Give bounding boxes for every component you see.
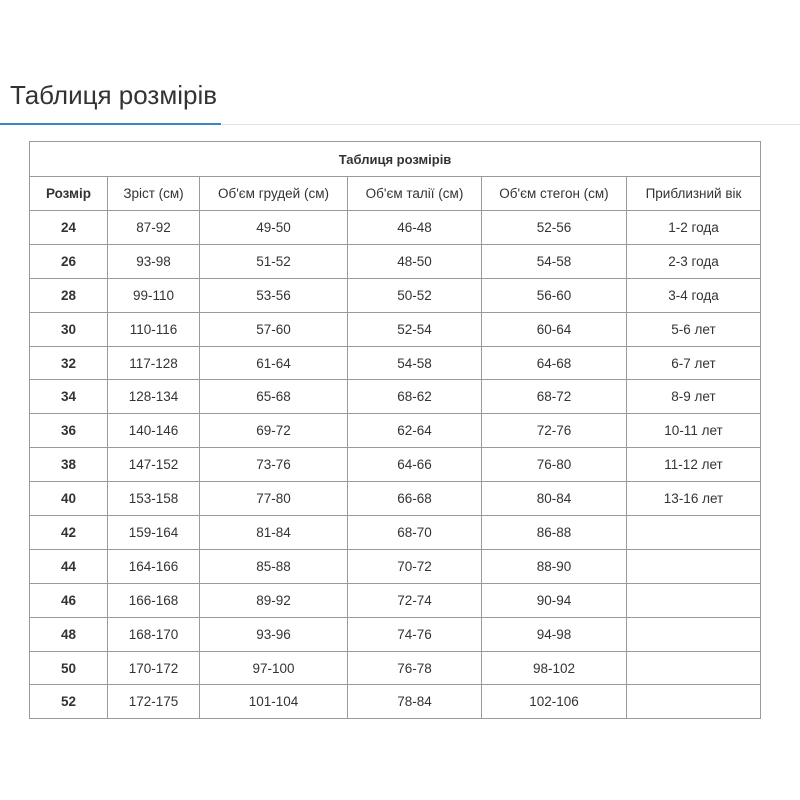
- table-row: [30, 211, 761, 245]
- cell-hips: 56-60: [482, 278, 627, 312]
- cell-waist: 64-66: [348, 448, 482, 482]
- cell-size: 24: [30, 211, 108, 245]
- cell-age: 13-16 лет: [627, 482, 761, 516]
- cell-hips: 102-106: [482, 685, 627, 719]
- cell-size: 40: [30, 482, 108, 516]
- cell-height: 164-166: [108, 549, 200, 583]
- column-header-height: Зріст (см): [108, 177, 200, 211]
- column-header-hips: Об'єм стегон (см): [482, 177, 627, 211]
- cell-chest: 73-76: [200, 448, 348, 482]
- cell-age: 5-6 лет: [627, 312, 761, 346]
- cell-height: 93-98: [108, 244, 200, 278]
- page-title: Таблиця розмірів: [10, 80, 218, 110]
- cell-waist: 46-48: [348, 211, 482, 245]
- cell-size: 42: [30, 516, 108, 550]
- cell-age: [627, 516, 761, 550]
- table-row: [30, 685, 761, 719]
- cell-hips: 72-76: [482, 414, 627, 448]
- cell-age: [627, 549, 761, 583]
- cell-chest: 51-52: [200, 244, 348, 278]
- cell-chest: 61-64: [200, 346, 348, 380]
- cell-chest: 77-80: [200, 482, 348, 516]
- cell-chest: 65-68: [200, 380, 348, 414]
- cell-age: [627, 617, 761, 651]
- cell-height: 117-128: [108, 346, 200, 380]
- cell-height: 172-175: [108, 685, 200, 719]
- cell-height: 87-92: [108, 211, 200, 245]
- cell-hips: 52-56: [482, 211, 627, 245]
- cell-chest: 57-60: [200, 312, 348, 346]
- table-row: [30, 278, 761, 312]
- cell-chest: 85-88: [200, 549, 348, 583]
- cell-waist: 48-50: [348, 244, 482, 278]
- cell-chest: 69-72: [200, 414, 348, 448]
- table-row: [30, 516, 761, 550]
- cell-chest: 89-92: [200, 583, 348, 617]
- cell-waist: 68-62: [348, 380, 482, 414]
- cell-hips: 80-84: [482, 482, 627, 516]
- cell-size: 34: [30, 380, 108, 414]
- table-row: [30, 380, 761, 414]
- cell-waist: 62-64: [348, 414, 482, 448]
- cell-size: 28: [30, 278, 108, 312]
- cell-size: 50: [30, 651, 108, 685]
- cell-size: 38: [30, 448, 108, 482]
- cell-height: 128-134: [108, 380, 200, 414]
- cell-waist: 68-70: [348, 516, 482, 550]
- cell-hips: 64-68: [482, 346, 627, 380]
- size-chart-body: [30, 142, 761, 719]
- cell-height: 170-172: [108, 651, 200, 685]
- cell-size: 48: [30, 617, 108, 651]
- cell-hips: 68-72: [482, 380, 627, 414]
- cell-waist: 74-76: [348, 617, 482, 651]
- table-row: [30, 346, 761, 380]
- cell-height: 153-158: [108, 482, 200, 516]
- cell-size: 26: [30, 244, 108, 278]
- cell-hips: 90-94: [482, 583, 627, 617]
- cell-hips: 98-102: [482, 651, 627, 685]
- cell-hips: 94-98: [482, 617, 627, 651]
- cell-waist: 76-78: [348, 651, 482, 685]
- cell-height: 166-168: [108, 583, 200, 617]
- cell-size: 30: [30, 312, 108, 346]
- cell-age: 8-9 лет: [627, 380, 761, 414]
- cell-hips: 60-64: [482, 312, 627, 346]
- table-row: [30, 583, 761, 617]
- page-header: [0, 0, 800, 125]
- cell-size: 32: [30, 346, 108, 380]
- cell-waist: 70-72: [348, 549, 482, 583]
- cell-hips: 54-58: [482, 244, 627, 278]
- table-row: [30, 448, 761, 482]
- cell-waist: 52-54: [348, 312, 482, 346]
- cell-age: 10-11 лет: [627, 414, 761, 448]
- table-row: [30, 244, 761, 278]
- cell-chest: 81-84: [200, 516, 348, 550]
- column-header-chest: Об'єм грудей (см): [200, 177, 348, 211]
- cell-height: 168-170: [108, 617, 200, 651]
- column-header-size: Розмір: [30, 177, 108, 211]
- table-row: [30, 414, 761, 448]
- cell-age: [627, 651, 761, 685]
- cell-waist: 50-52: [348, 278, 482, 312]
- table-row: [30, 482, 761, 516]
- table-row: [30, 617, 761, 651]
- cell-chest: 53-56: [200, 278, 348, 312]
- cell-chest: 101-104: [200, 685, 348, 719]
- cell-chest: 97-100: [200, 651, 348, 685]
- cell-size: 36: [30, 414, 108, 448]
- cell-waist: 66-68: [348, 482, 482, 516]
- cell-waist: 54-58: [348, 346, 482, 380]
- table-row: [30, 549, 761, 583]
- cell-height: 147-152: [108, 448, 200, 482]
- cell-height: 159-164: [108, 516, 200, 550]
- cell-height: 110-116: [108, 312, 200, 346]
- size-chart-table: [29, 141, 761, 719]
- table-row: [30, 312, 761, 346]
- cell-hips: 76-80: [482, 448, 627, 482]
- cell-age: 11-12 лет: [627, 448, 761, 482]
- cell-age: 1-2 года: [627, 211, 761, 245]
- cell-size: 52: [30, 685, 108, 719]
- table-caption: Таблиця розмірів: [30, 142, 761, 177]
- cell-waist: 78-84: [348, 685, 482, 719]
- cell-size: 44: [30, 549, 108, 583]
- table-caption-row: [30, 142, 761, 177]
- cell-size: 46: [30, 583, 108, 617]
- cell-age: 3-4 года: [627, 278, 761, 312]
- cell-hips: 86-88: [482, 516, 627, 550]
- cell-age: 6-7 лет: [627, 346, 761, 380]
- cell-chest: 93-96: [200, 617, 348, 651]
- cell-age: 2-3 года: [627, 244, 761, 278]
- cell-height: 99-110: [108, 278, 200, 312]
- cell-waist: 72-74: [348, 583, 482, 617]
- table-header-row: [30, 177, 761, 211]
- cell-height: 140-146: [108, 414, 200, 448]
- cell-age: [627, 583, 761, 617]
- column-header-waist: Об'єм талії (см): [348, 177, 482, 211]
- heading-accent-bar: [0, 123, 221, 125]
- cell-chest: 49-50: [200, 211, 348, 245]
- column-header-age: Приблизний вік: [627, 177, 761, 211]
- cell-age: [627, 685, 761, 719]
- cell-hips: 88-90: [482, 549, 627, 583]
- table-row: [30, 651, 761, 685]
